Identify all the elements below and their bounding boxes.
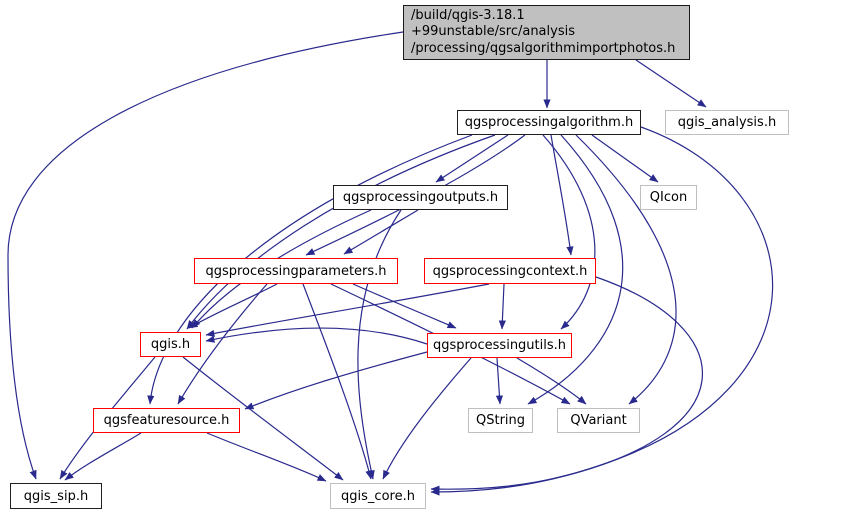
node-label: QString	[475, 413, 526, 428]
node-qgsprocessingalgorithm_h[interactable]	[457, 110, 641, 135]
node-qstring	[468, 408, 533, 433]
edge-qgsprocessingutils_h-to-qgsfeaturesource_h	[245, 352, 427, 409]
node-label: qgsprocessingutils.h	[432, 338, 567, 353]
node-root	[403, 5, 690, 60]
edge-qgsprocessingcontext_h-to-qgis_core_h	[431, 277, 702, 489]
node-label: qgsprocessingcontext.h	[432, 263, 588, 279]
node-label: qgis_sip.h	[23, 488, 89, 504]
node-label: qgis_analysis.h	[677, 115, 777, 130]
node-qgis_core_h	[330, 483, 426, 509]
edge-qgsprocessingoutputs_h-to-qgis_core_h	[358, 210, 401, 479]
node-label: qgsprocessingalgorithm.h	[464, 115, 634, 130]
node-qvariant	[557, 408, 640, 433]
node-label: QIcon	[649, 190, 688, 205]
node-label-line: +99unstable/src/analysis	[411, 24, 575, 40]
node-label-line: /build/qgis-3.18.1	[411, 7, 525, 23]
edge-qgsprocessingutils_h-to-qgis_h	[206, 328, 427, 344]
edge-qgsprocessingparameters_h-to-qgis_h	[189, 284, 277, 328]
node-qgsprocessingoutputs_h[interactable]	[333, 185, 508, 210]
edge-qgsprocessingalgorithm_h-to-qgis_h	[187, 135, 495, 329]
node-label-line: /processing/qgsalgorithmimportphotos.h	[411, 40, 676, 56]
edge-root-to-qgis_analysis_h	[636, 60, 706, 107]
node-label: qgsfeaturesource.h	[103, 413, 230, 428]
node-qgis_h[interactable]	[140, 332, 201, 357]
edge-qgsprocessingalgorithm_h-to-qgsprocessingcontext_h	[551, 135, 571, 255]
node-label: QVariant	[570, 413, 627, 428]
node-qgsfeaturesource_h[interactable]	[93, 408, 240, 433]
edge-qgsprocessingalgorithm_h-to-qgsprocessingutils_h	[543, 135, 595, 329]
node-label: qgsprocessingparameters.h	[205, 263, 387, 279]
edge-qgsprocessingutils_h-to-qstring	[497, 358, 500, 404]
edge-qgsfeaturesource_h-to-qgis_sip_h	[65, 433, 141, 480]
edge-qgsprocessingparameters_h-to-qgis_core_h	[303, 284, 371, 479]
node-label: qgis_core.h	[341, 488, 415, 504]
node-qicon	[640, 185, 697, 210]
edge-qgsprocessingcontext_h-to-qgsprocessingutils_h	[502, 284, 504, 329]
edge-qgsfeaturesource_h-to-qgis_core_h	[207, 433, 326, 481]
node-qgsprocessingcontext_h[interactable]	[424, 258, 596, 284]
edge-qgsprocessingalgorithm_h-to-qgsprocessingoutputs_h	[436, 135, 508, 182]
node-label: qgis.h	[150, 337, 191, 352]
node-qgis_analysis_h	[665, 110, 789, 135]
edge-qgsprocessingalgorithm_h-to-qicon	[592, 135, 658, 182]
edge-qgsprocessingalgorithm_h-to-qgis_core_h	[431, 127, 773, 492]
node-qgsprocessingparameters_h[interactable]	[194, 258, 398, 284]
node-qgsprocessingutils_h[interactable]	[427, 333, 572, 358]
node-qgis_sip_h[interactable]	[10, 483, 102, 509]
edge-qgsprocessingutils_h-to-qgis_core_h	[383, 358, 471, 479]
node-label: qgsprocessingoutputs.h	[342, 190, 499, 205]
